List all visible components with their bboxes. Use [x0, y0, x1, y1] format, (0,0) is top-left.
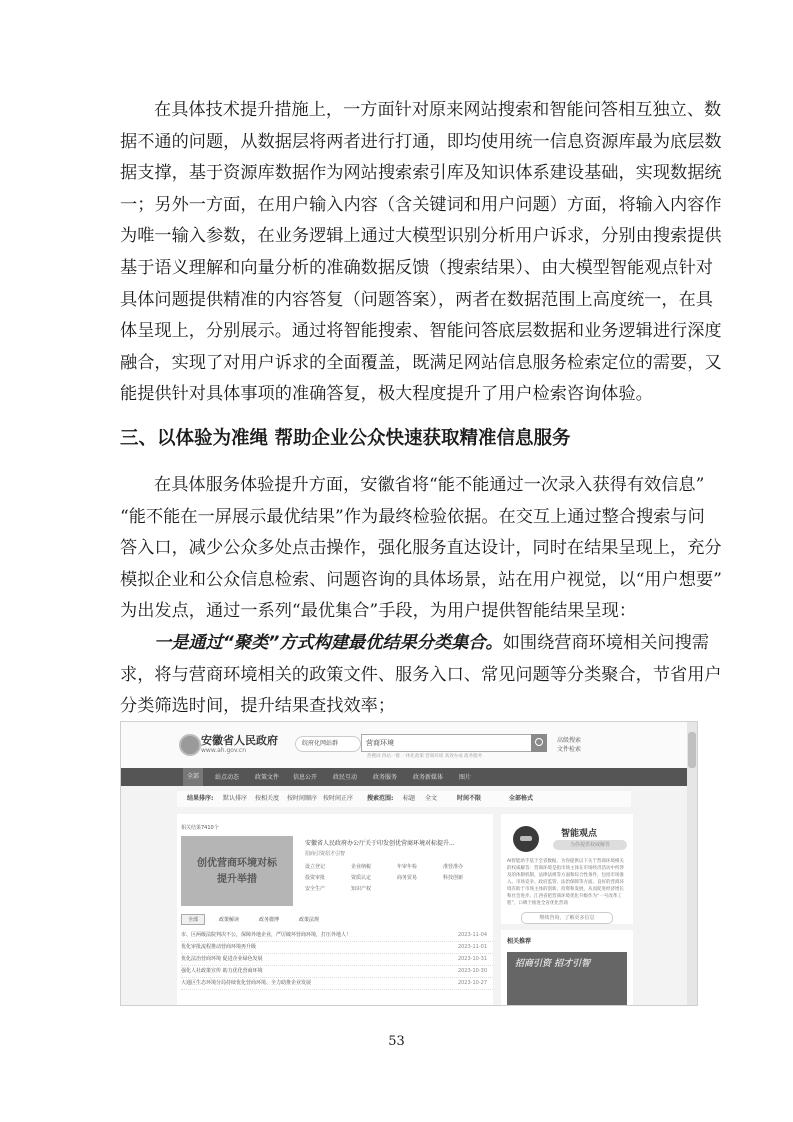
item-date: 2023-10-30: [457, 968, 487, 974]
item-date: 2023-10-31: [457, 956, 487, 962]
list-item[interactable]: [181, 930, 493, 942]
result-subtabs: [181, 914, 491, 925]
text-line: 一；另外一方面，在用户输入内容（含关键词和用户问题）方面，将输入内容作: [120, 194, 722, 215]
nav-item[interactable]: 站点动态: [215, 774, 240, 781]
time-dropdown[interactable]: 时间不限: [457, 795, 482, 802]
item-title: 大通区生态环境分局持续优化营商环境、全力助推企业发展: [181, 980, 312, 986]
list-item[interactable]: [181, 978, 493, 990]
ai-answer-panel: [501, 814, 633, 924]
nav-item[interactable]: 全部: [183, 768, 203, 786]
filter-bar: [177, 791, 631, 807]
category-nav: [121, 768, 697, 786]
tag-link[interactable]: 科技创新: [443, 875, 464, 881]
nav-item[interactable]: 政策文件: [255, 774, 280, 781]
scope-option[interactable]: 标题: [403, 795, 416, 802]
tag-link[interactable]: 知识产权: [351, 886, 372, 892]
emphasis-text: 一是通过“聚类”方式构建最优结果分类集合。: [154, 633, 503, 653]
continue-consult-button[interactable]: 继续咨询，了解更多信息: [521, 912, 613, 924]
location-selector[interactable]: 皖府化网站群: [295, 736, 361, 752]
tag-link[interactable]: 企业纳税: [351, 864, 372, 870]
scope-label: 搜索范围:: [367, 795, 394, 802]
list-item[interactable]: [181, 966, 493, 978]
service-tags: [305, 862, 491, 895]
item-date: 2023-11-01: [457, 944, 487, 950]
nav-item[interactable]: 政务服务: [373, 774, 398, 781]
search-button[interactable]: [531, 734, 547, 752]
text-line: [120, 628, 709, 660]
tag-link[interactable]: 设立登记: [305, 864, 326, 870]
text-line: 据不通的问题，从数据层将两者进行打通，即均使用统一信息资源库最为底层数: [120, 131, 722, 152]
tag-link[interactable]: 投资审批: [305, 875, 326, 881]
ai-answer-text: AI智能助手基于全省数据，为你提供以下关于营商环境相关的权威解答：营商环境是指市场主体在市场经济活动中所涉及的体制机制、法律法规等方面和综合性条件，包括市场准入、市场竞争、政府监管、法治保障等方面。良好的营商环境有助于市场主体的创新、投资和发展，从而促进经济增长和社会进步。江西省把营商环境优化升级作为“一号改革工程”，口碑于推进全省优化营商: [507, 859, 624, 906]
banner-image[interactable]: [181, 836, 293, 906]
text-line: 在具体技术提升措施上，一方面针对原来网站搜索和智能问答相互独立、数: [154, 100, 722, 120]
doc-subtitle: 招商引资招才引智: [305, 851, 346, 857]
related-title: 相关推荐: [507, 938, 532, 945]
ai-panel-subtitle: 为你提供权威解答: [553, 840, 627, 850]
advanced-search-link[interactable]: 高级搜索: [557, 737, 582, 744]
banner-line: 提升举措: [217, 874, 257, 885]
tag-link[interactable]: 商务贸易: [397, 875, 418, 881]
text-line: 融合，实现了对用户诉求的全面覆盖，既满足网站信息服务检索定位的需要，又: [120, 352, 722, 373]
result-count: 相关结果7410个: [181, 825, 219, 831]
tag-link[interactable]: 年审年检: [397, 864, 418, 870]
item-title: 强化人社政策宣传 助力优化营商环境: [181, 968, 263, 974]
scope-option[interactable]: 全文: [425, 795, 438, 802]
related-panel: [501, 930, 633, 1006]
body-paragraph-2: [120, 470, 722, 628]
results-panel: [177, 814, 493, 1006]
item-date: 2023-11-04: [457, 932, 487, 938]
text-line: 答入口，减少公众多处点击操作，强化服务直达设计，同时在结果呈现上，充分: [120, 538, 722, 559]
robot-icon: [513, 826, 539, 852]
text-line: 分类筛选时间，提升结果查找效率；: [120, 696, 396, 717]
list-item[interactable]: [181, 954, 493, 966]
result-list: [181, 930, 493, 990]
text-line: 基于语义理解和向量分析的准确数据反馈（搜索结果）、由大模型智能观点针对: [120, 257, 713, 278]
sort-option[interactable]: 默认排序: [223, 795, 248, 802]
text-line: 为出发点，通过一系列“最优集合”手段，为用户提供智能结果呈现：: [120, 601, 637, 622]
sort-option[interactable]: 按相关度: [255, 795, 280, 802]
nav-item[interactable]: 政务新媒体: [413, 774, 444, 781]
subtab[interactable]: 政务微博: [259, 917, 280, 923]
site-name: 安徽省人民政府: [201, 734, 278, 747]
subtab[interactable]: 政策法规: [299, 917, 320, 923]
text-line: 据支撑，基于资源库数据作为网站搜索索引库及知识体系建设基础，实现数据统: [120, 163, 722, 184]
ai-panel-title: 智能观点: [561, 829, 598, 839]
text-line: 体呈现上，分别展示。通过将智能搜索、智能问答底层数据和业务逻辑进行深度: [120, 321, 722, 342]
search-results-screenshot: [120, 721, 698, 1006]
text-line: “能不能在一屏展示最优结果”作为最终检验依据。在交互上通过整合搜索与问: [120, 506, 705, 527]
format-dropdown[interactable]: 全部格式: [509, 795, 534, 802]
section-heading: 三、以体验为准绳 帮助企业公众快速获取精准信息服务: [120, 428, 571, 449]
sort-option[interactable]: 按时间顺序: [287, 795, 318, 802]
site-header: [121, 722, 697, 768]
nav-item[interactable]: 图片: [459, 774, 472, 781]
text-line: 具体问题提供精准的内容答复（问题答案），两者在数据范围上高度统一，在具: [120, 289, 713, 310]
hot-words: 热搜词 四站一群 一体化政策 营商环境 高效办成 政务服务: [367, 754, 483, 759]
search-input[interactable]: 营商环境: [361, 734, 537, 752]
text-fragment: 如围绕营商环境相关问搜需: [502, 633, 709, 653]
item-date: 2023-10-27: [457, 980, 487, 986]
text-line: 模拟企业和公众信息检索、问题咨询的具体场景，站在用户视觉，以“用户想要”: [120, 569, 722, 590]
nav-item[interactable]: 政民互动: [333, 774, 358, 781]
item-title: 市、区两级法院判决不公，保障外地企业，严厉破坏营商环境，打压外地人！: [181, 932, 352, 938]
subtab[interactable]: 政策解读: [219, 917, 240, 923]
document-search-link[interactable]: 文件检索: [557, 746, 582, 753]
sort-label: 结果排序:: [187, 795, 214, 802]
subtab[interactable]: 全部: [181, 914, 205, 925]
tag-link[interactable]: 资质认定: [351, 875, 372, 881]
list-item[interactable]: [181, 942, 493, 954]
scrollbar[interactable]: [687, 722, 697, 1005]
tag-link[interactable]: 安全生产: [305, 886, 326, 892]
text-line: 能提供针对具体事项的准确答复，极大程度提升了用户检索咨询体验。: [120, 384, 653, 405]
body-paragraph-3: [120, 628, 722, 723]
text-line: 为唯一输入参数，在业务逻辑上通过大模型识别分析用户诉求，分别由搜索提供: [120, 226, 722, 247]
text-line: 求，将与营商环境相关的政策文件、服务入口、常见问题等分类聚合，节省用户: [120, 664, 722, 685]
page-number: 53: [388, 1034, 405, 1049]
related-image[interactable]: 招商引资 招才引智: [507, 952, 627, 1006]
text-line: 在具体服务体验提升方面，安徽省将“能不能通过一次录入获得有效信息”: [154, 475, 705, 495]
tag-link[interactable]: 准营准办: [443, 864, 464, 870]
item-title: 优化审批流程推动营商环境再升级: [181, 944, 257, 950]
nav-item[interactable]: 信息公开: [293, 774, 318, 781]
item-title: 优化法治营商环境 促进企业绿色发展: [181, 956, 263, 962]
banner-line: 创优营商环境对标: [197, 858, 277, 869]
scrollbar-thumb[interactable]: [688, 732, 696, 768]
site-url: www.ah.gov.cn: [201, 747, 247, 754]
doc-title-link[interactable]: 安徽省人民政府办公厅关于印发创优营商环境对标提升...: [305, 840, 455, 847]
search-links: [557, 736, 581, 754]
sort-option[interactable]: 按时间正序: [323, 795, 354, 802]
body-paragraph-1: [120, 95, 722, 411]
national-emblem-icon: [179, 734, 201, 756]
